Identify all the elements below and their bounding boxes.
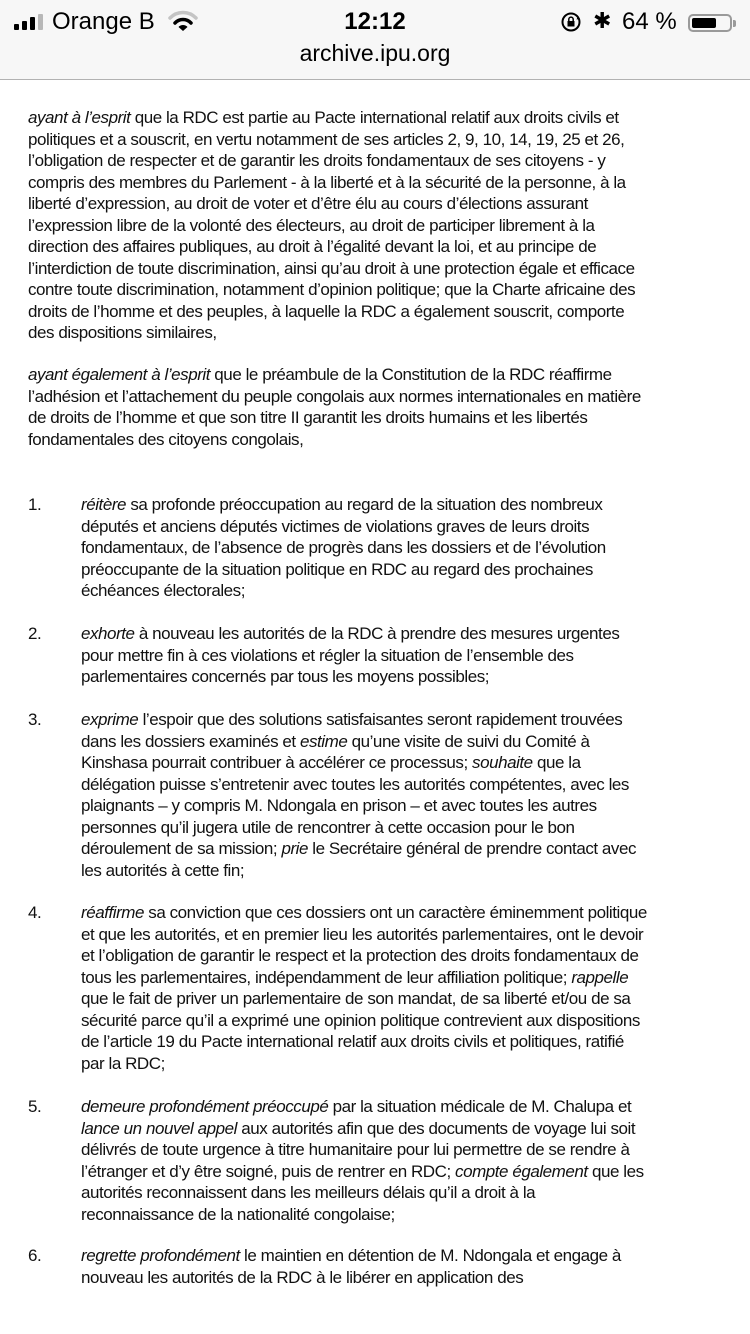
text-run: Kinshasa pourrait contribuer à accélérer ce processus; [81, 753, 473, 772]
preamble-paragraph-line [28, 215, 595, 237]
list-item-line [81, 795, 597, 817]
list-item-number: 4. [28, 903, 42, 922]
text-run: sa conviction que ces dossiers ont un caractère éminemment politique [144, 903, 647, 922]
list-item-line [81, 494, 602, 516]
emphasized-verb: exhorte [81, 624, 135, 643]
text-run: le Secrétaire général de prendre contact avec [308, 839, 637, 858]
text-run: le maintien en détention de M. Ndongala et engage à [239, 1246, 621, 1265]
text-run: l’expression libre de la volonté des électeurs, au droit de participer librement à la [28, 215, 595, 235]
text-run: direction des affaires publiques, au droit à l’égalité devant la loi, et au principe de [28, 237, 597, 256]
preamble-paragraph-line [28, 236, 596, 258]
list-item-number: 2. [28, 624, 42, 643]
list-item-line [81, 817, 575, 839]
list-item-line [81, 1245, 621, 1267]
list-item-line [81, 1139, 629, 1161]
preamble-paragraph-line [28, 193, 588, 215]
list-item-line [81, 580, 245, 602]
text-run: des dispositions similaires, [28, 323, 217, 342]
text-run: aux autorités afin que des documents de voyage lui soit [236, 1118, 636, 1138]
emphasized-verb: lance un nouvel appel [81, 1118, 237, 1138]
emphasized-verb: prie [281, 839, 309, 858]
text-run: fondamentales des citoyens congolais, [28, 429, 304, 449]
text-run: qu’une visite de suivi du Comité à [347, 731, 590, 751]
list-item-line [81, 924, 643, 946]
list-item-number: 3. [28, 710, 42, 729]
list-item-number: 5. [28, 1097, 42, 1116]
browser-top-bar [0, 0, 750, 80]
text-run: sécurité parce qu’il a exprimé une opinion politique contrevient aux dispositions [81, 1010, 640, 1030]
carrier-name: Orange B [52, 8, 155, 35]
text-run: pour mettre fin à ces violations et régler la situation de l’ensemble des [81, 645, 574, 665]
list-item-number: 1. [28, 495, 42, 514]
list-item-line [81, 988, 630, 1010]
text-run: que la RDC est partie au Pacte international relatif aux droits civils et [130, 108, 619, 127]
text-run: l’espoir que des solutions satisfaisantes seront rapidement trouvées [138, 710, 623, 729]
list-item-line [81, 537, 606, 559]
preamble-paragraph-line [28, 429, 303, 451]
text-run: contre toute discrimination, notamment d’opinion politique; que la Charte africaine des [28, 280, 636, 299]
text-run: échéances électorales; [81, 581, 245, 600]
text-run: et que les autorités, et en premier lieu les autorités parlementaires, ont le devoir [81, 924, 644, 944]
text-run: les autorités à cette fin; [81, 860, 245, 880]
text-run: nouveau les autorités de la RDC à le libérer en application des [81, 1267, 524, 1287]
emphasized-verb: ayant également à l’esprit [28, 365, 211, 384]
preamble-paragraph-line [28, 150, 605, 172]
text-run: par la situation médicale de M. Chalupa et [328, 1097, 632, 1116]
list-item-line [81, 1182, 535, 1204]
text-run: parlementaires concernés par tous les moyens possibles; [81, 667, 490, 686]
preamble-paragraph-line [28, 172, 626, 194]
text-run: l’adhésion et l’attachement du peuple congolais aux normes internationales en matière [28, 386, 641, 406]
text-run: de droits de l’homme et que son titre II garantit les droits humains et les libertés [28, 408, 588, 427]
emphasized-verb: exprime [81, 710, 139, 729]
emphasized-verb: ayant à l’esprit [28, 108, 131, 127]
text-run: l’étranger et d’y être soigné, puis de rentrer en RDC; [81, 1161, 456, 1181]
list-item-line [81, 1118, 635, 1140]
list-item-line [81, 645, 574, 667]
list-item-line [81, 731, 590, 753]
text-run: que le préambule de la Constitution de la RDC réaffirme [210, 365, 612, 384]
text-run: politiques et a souscrit, en vertu notamment de ses articles 2, 9, 10, 14, 19, 25 et 26, [28, 129, 625, 149]
text-run: que les [587, 1161, 644, 1181]
text-run: préoccupante de la situation politique en RDC au regard des prochaines [81, 559, 593, 579]
address-bar-url[interactable]: archive.ipu.org [299, 40, 451, 66]
emphasized-verb: rappelle [571, 967, 629, 987]
text-run: dans les dossiers examinés et [81, 731, 300, 751]
emphasized-verb: estime [299, 731, 348, 751]
text-run: délivrés de toute urgence à titre humanitaire pour lui permettre de se rendre à [81, 1140, 630, 1159]
emphasized-verb: compte également [455, 1161, 588, 1181]
list-item-line [81, 1096, 631, 1118]
emphasized-verb: souhaite [472, 753, 533, 772]
list-item-line [81, 1010, 640, 1032]
text-run: de l’article 19 du Pacte international relatif aux droits civils et politiques, ratifié [81, 1032, 624, 1051]
text-run: et l’obligation de garantir le respect et la protection des droits fondamentaux de [81, 946, 639, 965]
list-item-line [81, 752, 581, 774]
list-item-line [81, 1031, 624, 1053]
status-bar [0, 6, 750, 36]
preamble-paragraph-line [28, 107, 619, 129]
emphasized-verb: demeure profondément préoccupé [81, 1097, 329, 1116]
text-run: autorités reconnaissent dans les meilleurs délais qu’il a droit à la [81, 1183, 536, 1202]
list-item-line [81, 1161, 644, 1183]
list-item-line [81, 838, 636, 860]
text-run: plaignants – y compris M. Ndongala en prison – et avec toutes les autres [81, 796, 597, 815]
emphasized-verb: réitère [81, 495, 127, 514]
list-item-line [81, 559, 593, 581]
list-item-line [81, 623, 619, 645]
preamble-paragraph-line [28, 364, 612, 386]
text-run: députés et anciens députés victimes de violations graves de leurs droits [81, 516, 590, 536]
list-item-line [81, 1204, 395, 1226]
preamble-paragraph-line [28, 407, 587, 429]
list-item-line [81, 945, 639, 967]
list-item-line [81, 902, 647, 924]
clock: 12:12 [344, 8, 406, 35]
text-run: l’obligation de respecter et de garantir les droits fondamentaux de ses citoyens - y [28, 151, 606, 170]
text-run: délégation puisse s’entretenir avec toutes les autorités compétentes, avec les [81, 774, 629, 794]
preamble-paragraph-line [28, 279, 635, 301]
list-item-line [81, 774, 629, 796]
emphasized-verb: réaffirme [81, 903, 145, 922]
text-run: sa profonde préoccupation au regard de la situation des nombreux [126, 495, 603, 514]
text-run: fondamentaux, de l’absence de progrès dans les dossiers et de l’évolution [81, 538, 606, 557]
bluetooth-icon: ✱ [593, 8, 612, 33]
list-item-line [81, 516, 589, 538]
list-item-line [81, 1267, 523, 1289]
text-run: tous les parlementaires, indépendamment de leur affiliation politique; [81, 967, 572, 987]
orientation-lock-icon [560, 11, 582, 33]
text-run: personnes qu’il jugera utile de rencontrer à cette occasion pour le bon [81, 817, 575, 837]
preamble-paragraph-line [28, 258, 635, 280]
text-run: liberté d’expression, au droit de voter et d’être élu au cours d’élections assurant [28, 194, 588, 213]
list-item-line [81, 666, 489, 688]
text-run: reconnaissance de la nationalité congolaise; [81, 1204, 395, 1224]
text-run: droits de l’homme et des peuples, à laquelle la RDC a également souscrit, comporte [28, 301, 625, 321]
preamble-paragraph-line [28, 322, 217, 344]
list-item-line [81, 1053, 165, 1075]
list-item-number: 6. [28, 1246, 42, 1265]
text-run: que la [532, 753, 581, 772]
battery-percent: 64 % [622, 8, 677, 35]
text-run: l’interdiction de toute discrimination, ainsi qu’au droit à une protection égale et efficace [28, 258, 635, 278]
preamble-paragraph-line [28, 301, 624, 323]
text-run: par la RDC; [81, 1053, 165, 1073]
list-item-line [81, 709, 622, 731]
text-run: que le fait de priver un parlementaire de son mandat, de sa liberté et/ou de sa [81, 989, 631, 1008]
battery-icon [688, 14, 732, 32]
emphasized-verb: regrette profondément [81, 1246, 240, 1265]
text-run: déroulement de sa mission; [81, 839, 282, 858]
list-item-line [81, 860, 244, 882]
preamble-paragraph-line [28, 386, 641, 408]
text-run: compris des membres du Parlement - à la liberté et à la sécurité de la personne, à la [28, 172, 626, 192]
list-item-line [81, 967, 628, 989]
preamble-paragraph-line [28, 129, 624, 151]
text-run: à nouveau les autorités de la RDC à prendre des mesures urgentes [134, 624, 620, 643]
